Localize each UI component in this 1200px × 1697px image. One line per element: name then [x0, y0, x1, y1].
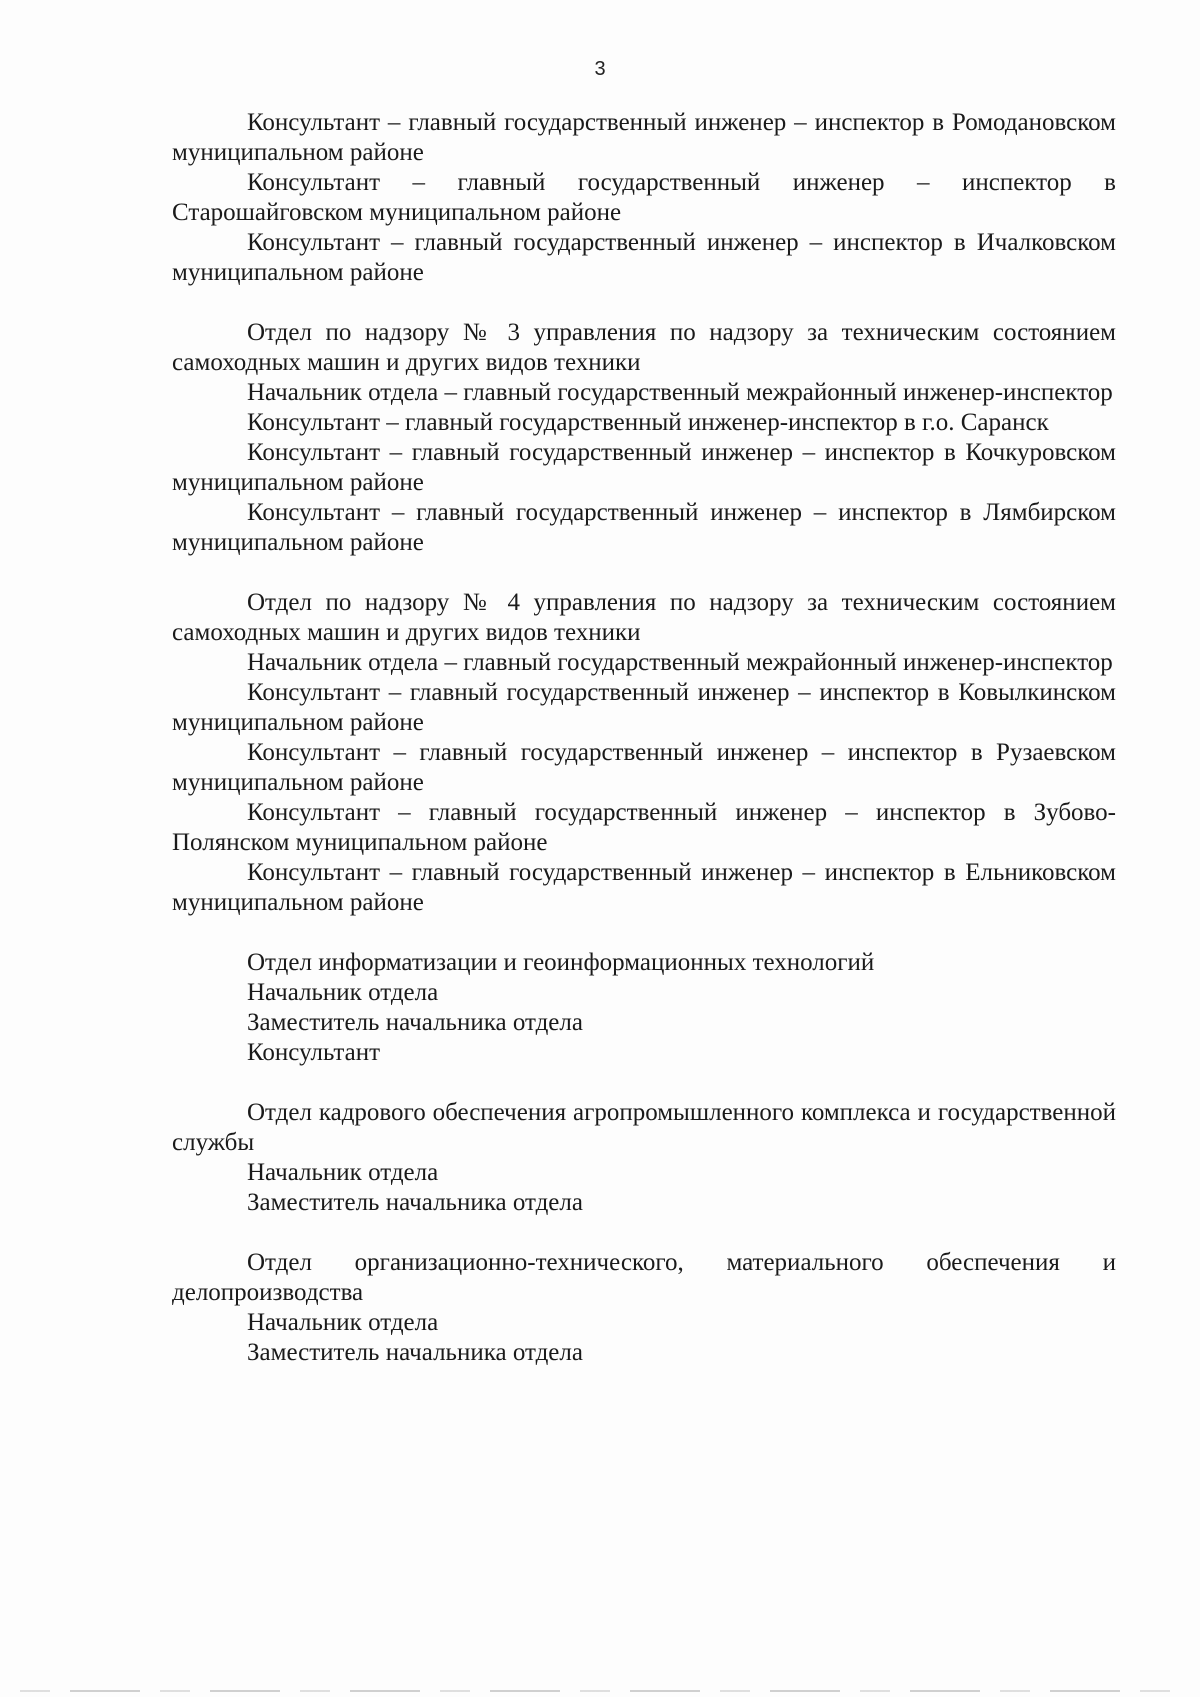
document-paragraph: Начальник отдела – главный государственный межрайонный инженер-инспектор: [247, 379, 1113, 406]
document-line: Консультант: [247, 1039, 381, 1066]
document-paragraph: Консультант – главный государственный инженер-инспектор в г.о. Саранск: [247, 409, 1049, 436]
document-paragraph: Отдел по надзору № 3 управления по надзору за техническим состоянием самоходных машин и других видов техники: [172, 319, 1116, 376]
document-line: Начальник отдела: [247, 1159, 439, 1186]
section-gap: [172, 1218, 1116, 1248]
document-line: Отдел информатизации и геоинформационных технологий: [247, 949, 875, 976]
document-line: Заместитель начальника отдела: [247, 1339, 583, 1366]
document-paragraph: Начальник отдела – главный государственный межрайонный инженер-инспектор: [247, 649, 1113, 676]
scan-artifact-line: [20, 1690, 1180, 1692]
page-number: 3: [594, 58, 606, 80]
document-line: Начальник отдела: [247, 979, 439, 1006]
document-paragraph: Консультант – главный государственный инженер – инспектор в Ичалковском муниципальном районе: [172, 229, 1116, 286]
document-paragraph: Консультант – главный государственный инженер – инспектор в Рузаевском муниципальном районе: [172, 739, 1116, 796]
document-paragraph: Консультант – главный государственный инженер – инспектор в Старошайговском муниципальном районе: [172, 169, 1116, 226]
document-paragraph: Консультант – главный государственный инженер – инспектор в Кочкуровском муниципальном районе: [172, 439, 1116, 496]
section-gap: [172, 918, 1116, 948]
document-line: Заместитель начальника отдела: [247, 1009, 583, 1036]
document-paragraph: Консультант – главный государственный инженер – инспектор в Ромодановском муниципальном районе: [172, 109, 1116, 166]
document-line: Начальник отдела: [247, 1309, 439, 1336]
document-paragraph: Отдел организационно-технического, материального обеспечения и делопроизводства: [172, 1249, 1116, 1306]
document-paragraph: Консультант – главный государственный инженер – инспектор в Ковылкинском муниципальном районе: [172, 679, 1116, 736]
document-paragraph: Отдел по надзору № 4 управления по надзору за техническим состоянием самоходных машин и других видов техники: [172, 589, 1116, 646]
section-gap: [172, 558, 1116, 588]
document-paragraph: Отдел кадрового обеспечения агропромышленного комплекса и государственной службы: [172, 1099, 1116, 1156]
document-paragraph: Консультант – главный государственный инженер – инспектор в Зубово-Полянском муниципальном районе: [172, 799, 1116, 856]
section-gap: [172, 288, 1116, 318]
document-paragraph: Консультант – главный государственный инженер – инспектор в Лямбирском муниципальном районе: [172, 499, 1116, 556]
section-gap: [172, 1068, 1116, 1098]
document-line: Заместитель начальника отдела: [247, 1189, 583, 1216]
document-paragraph: Консультант – главный государственный инженер – инспектор в Ельниковском муниципальном районе: [172, 859, 1116, 916]
document-body: [172, 108, 1116, 1368]
